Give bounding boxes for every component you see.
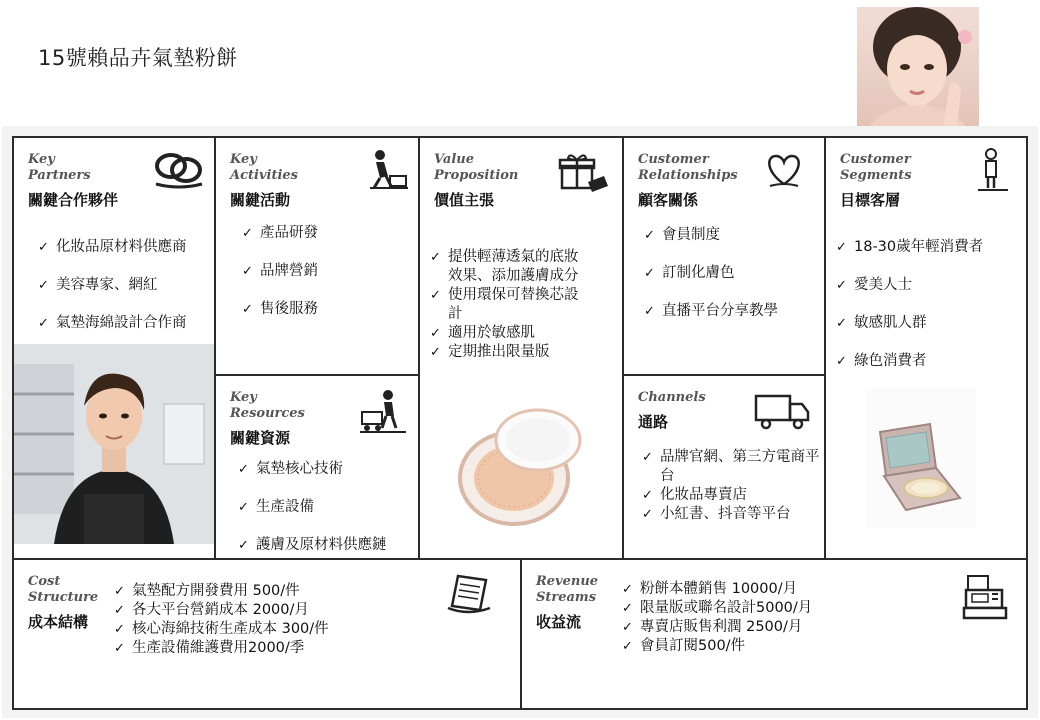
revenue-streams-title: 收益流 (536, 613, 582, 631)
list-item: ✓ 護膚及原材料供應鏈 (238, 536, 387, 555)
cost-structure-en-label-2: Structure (28, 590, 99, 605)
list-item: ✓ 核心海綿技術生產成本 300/件 (114, 620, 329, 639)
key-resources-title: 關鍵資源 (230, 429, 291, 447)
list-item: ✓ 粉餅本體銷售 10000/月 (622, 580, 812, 599)
list-item: ✓ 訂制化膚色 (644, 264, 778, 283)
list-item: ✓ 綠色消費者 (836, 352, 983, 371)
customer-segments-en-label: Customer (840, 152, 911, 167)
list-item: ✓ 化妝品原材料供應商 (38, 238, 187, 257)
worker-cart-icon (358, 388, 408, 434)
list-item: ✓ 生產設備維護費用2000/季 (114, 639, 329, 658)
customer-relationships-cell (622, 136, 826, 376)
heart-icon (764, 152, 804, 188)
list-item: ✓ 品牌營銷 (242, 262, 318, 281)
list-item: ✓ 適用於敏感肌 (430, 324, 590, 343)
list-item: ✓ 敏感肌人群 (836, 314, 983, 333)
cost-structure-title: 成本結構 (28, 613, 89, 631)
list-item: ✓ 小紅書、抖音等平台 (642, 505, 822, 524)
list-item: ✓ 生產設備 (238, 498, 387, 517)
customer-relationships-en-label-2: Relationships (638, 168, 738, 183)
person-icon (976, 148, 1010, 192)
list-item: ✓ 氣墊配方開發費用 500/件 (114, 582, 329, 601)
list-item: ✓ 限量版或聯名設計5000/月 (622, 599, 812, 618)
truck-icon (754, 392, 812, 432)
key-activities-title: 關鍵活動 (230, 191, 291, 209)
powder-compact-image (866, 388, 976, 528)
worker-icon (366, 148, 410, 190)
cost-structure-cell (12, 558, 522, 710)
channels-title: 通路 (638, 413, 669, 431)
value-proposition-en-label: Value (434, 152, 474, 167)
list-item: ✓ 使用環保可替換芯設計 (430, 286, 590, 324)
value-proposition-title: 價值主張 (434, 191, 495, 209)
value-proposition-en-label-2: Proposition (434, 168, 519, 183)
list-item: ✓ 美容專家、網紅 (38, 276, 187, 295)
value-proposition-cell (418, 136, 624, 560)
cushion-compact-image (454, 400, 584, 534)
man-salon-photo (14, 344, 214, 544)
customer-relationships-en-label: Customer (638, 152, 709, 167)
key-partners-cell (12, 136, 216, 560)
list-item: ✓ 18-30歲年輕消費者 (836, 238, 983, 257)
cash-register-icon (962, 572, 1012, 622)
channels-en-label: Channels (638, 390, 706, 405)
list-item: ✓ 直播平台分享教學 (644, 302, 778, 321)
customer-relationships-title: 顧客關係 (638, 191, 699, 209)
list-item: ✓ 會員訂閱500/件 (622, 637, 812, 656)
key-partners-en-label: Key (28, 152, 55, 167)
revenue-streams-cell (520, 558, 1028, 710)
list-item: ✓ 售後服務 (242, 300, 318, 319)
document-icon (446, 572, 494, 614)
woman-portrait-image (857, 7, 979, 129)
list-item: ✓ 愛美人士 (836, 276, 983, 295)
list-item: ✓ 化妝品專賣店 (642, 486, 822, 505)
key-activities-en-label: Key (230, 152, 257, 167)
key-resources-en-label: Key (230, 390, 257, 405)
linked-rings-icon (152, 148, 206, 190)
customer-segments-cell (824, 136, 1028, 560)
key-activities-cell (214, 136, 420, 376)
revenue-streams-en-label-2: Streams (536, 590, 597, 605)
list-item: ✓ 會員制度 (644, 226, 778, 245)
list-item: ✓ 品牌官網、第三方電商平台 (642, 448, 822, 486)
channels-cell (622, 374, 826, 560)
customer-segments-en-label-2: Segments (840, 168, 912, 183)
key-resources-cell (214, 374, 420, 560)
list-item: ✓ 產品研發 (242, 224, 318, 243)
cost-structure-en-label: Cost (28, 574, 61, 589)
gift-box-icon (558, 152, 610, 194)
list-item: ✓ 氣墊海綿設計合作商 (38, 314, 187, 333)
key-partners-title: 關鍵合作夥伴 (28, 191, 119, 209)
list-item: ✓ 氣墊核心技術 (238, 460, 387, 479)
key-activities-en-label-2: Activities (230, 168, 298, 183)
page-title: 15號賴品卉氣墊粉餅 (38, 46, 238, 70)
list-item: ✓ 提供輕薄透氣的底妝效果、添加護膚成分 (430, 248, 590, 286)
key-partners-en-label-2: Partners (28, 168, 91, 183)
list-item: ✓ 定期推出限量版 (430, 343, 590, 362)
customer-segments-title: 目標客層 (840, 191, 901, 209)
key-resources-en-label-2: Resources (230, 406, 305, 421)
list-item: ✓ 專賣店販售利潤 2500/月 (622, 618, 812, 637)
list-item: ✓ 各大平台營銷成本 2000/月 (114, 601, 329, 620)
revenue-streams-en-label: Revenue (536, 574, 599, 589)
